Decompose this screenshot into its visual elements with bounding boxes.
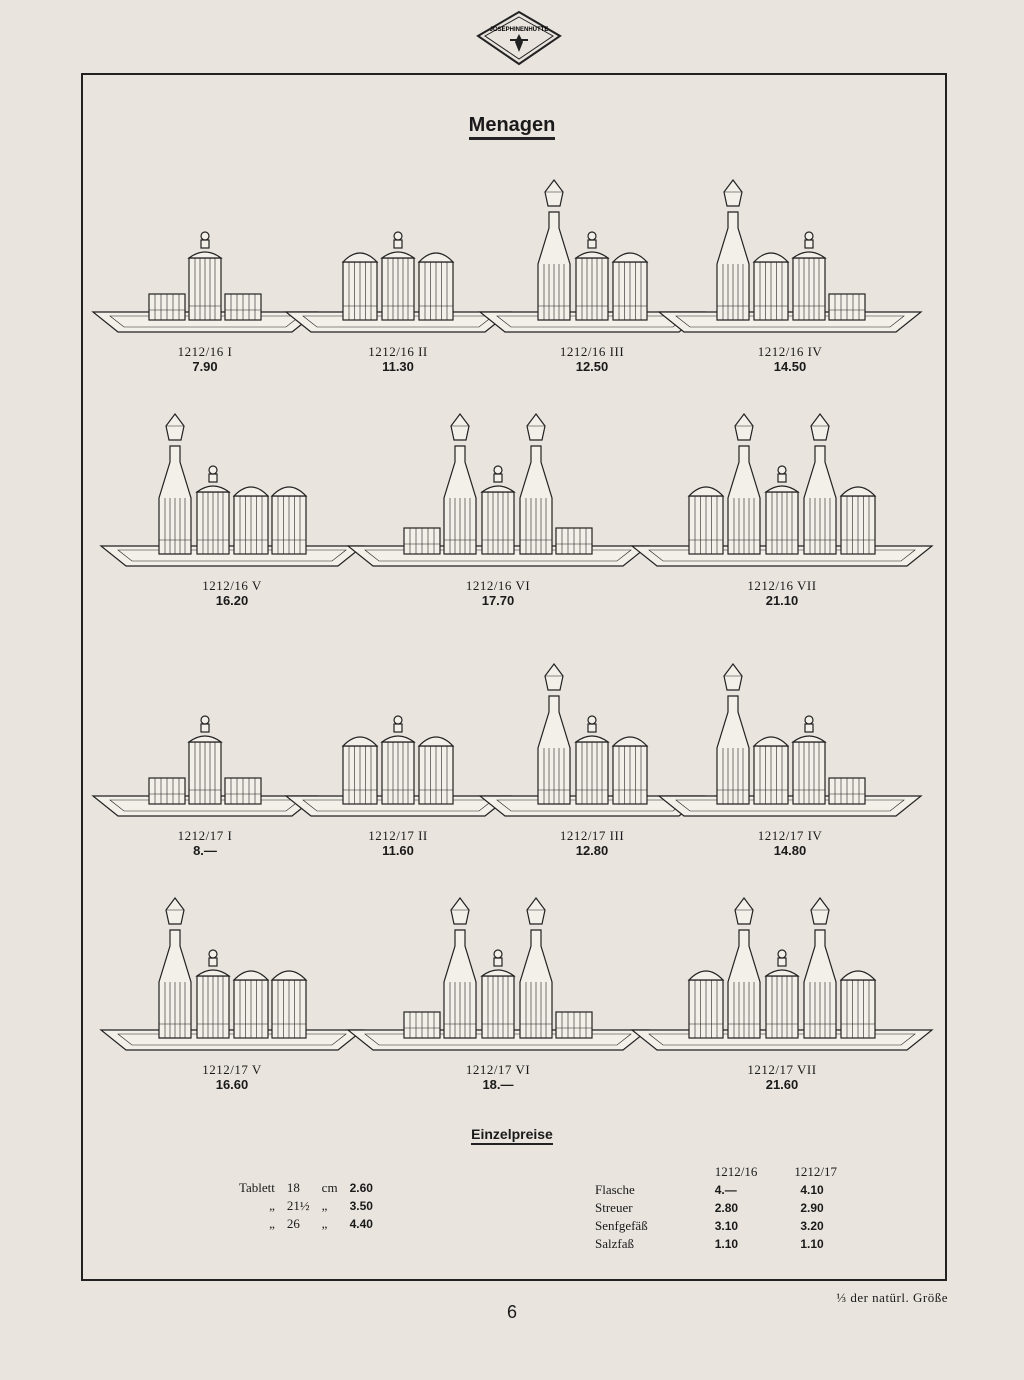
menage-item	[96, 402, 368, 608]
item-code: 1212/17 VII	[747, 1062, 817, 1077]
item-code: 1212/16 VII	[747, 578, 817, 593]
einzelpreise-heading: Einzelpreise	[0, 1126, 1024, 1142]
item-price: 12.50	[575, 359, 609, 374]
menage-item	[627, 886, 937, 1092]
item-price: 21.10	[765, 593, 799, 608]
menage-item	[654, 168, 926, 374]
table-row: Senfgefäß 3.10 3.20	[595, 1218, 824, 1233]
josephinenhuette-logo	[474, 10, 564, 66]
item-price: 14.50	[773, 359, 807, 374]
table-row: Flasche 4.— 4.10	[595, 1182, 824, 1197]
item-price: 21.60	[765, 1077, 799, 1092]
menage-item	[627, 402, 937, 608]
table-row: Streuer 2.80 2.90	[595, 1200, 824, 1215]
table-row: Tablett 18 cm 2.60	[239, 1180, 373, 1195]
item-code: 1212/17 I	[177, 828, 233, 843]
cruet-set-illustration	[96, 402, 368, 574]
item-price: 7.90	[192, 359, 218, 374]
cruet-set-illustration	[627, 402, 937, 574]
item-price: 12.80	[575, 843, 609, 858]
table-row: „ 21½ „ 3.50	[269, 1198, 373, 1213]
svg-text:JOSEPHINENHÜTTE: JOSEPHINENHÜTTE	[489, 27, 549, 33]
cruet-set-illustration	[627, 886, 937, 1058]
item-code: 1212/17 II	[368, 828, 428, 843]
item-code: 1212/17 VI	[465, 1062, 531, 1077]
item-code: 1212/16 I	[177, 344, 233, 359]
item-code: 1212/17 IV	[757, 828, 823, 843]
page-number: 6	[506, 1302, 517, 1322]
cruet-set-illustration	[654, 652, 926, 824]
item-code: 1212/16 II	[368, 344, 428, 359]
item-code: 1212/16 VI	[465, 578, 531, 593]
item-price: 16.60	[215, 1077, 249, 1092]
item-code: 1212/16 III	[559, 344, 625, 359]
item-price: 11.30	[382, 359, 414, 374]
item-price: 18.—	[482, 1077, 514, 1092]
page-title: Menagen	[0, 114, 1024, 137]
cruet-set-illustration	[343, 886, 653, 1058]
table-row: Salzfaß 1.10 1.10	[595, 1236, 824, 1251]
tablett-price-table	[232, 1178, 380, 1234]
menage-item	[343, 886, 653, 1092]
cruet-set-illustration	[654, 168, 926, 340]
cruet-set-illustration	[343, 402, 653, 574]
table-row: „ 26 „ 4.40	[269, 1216, 373, 1231]
table-header-row: 1212/16 1212/17	[714, 1164, 837, 1179]
item-code: 1212/16 V	[202, 578, 262, 593]
parts-price-table	[588, 1162, 844, 1254]
menage-item	[343, 402, 653, 608]
item-price: 17.70	[481, 593, 515, 608]
item-price: 16.20	[215, 593, 249, 608]
item-price: 14.80	[773, 843, 807, 858]
item-code: 1212/17 V	[202, 1062, 262, 1077]
item-code: 1212/17 III	[559, 828, 625, 843]
item-price: 8.—	[193, 843, 217, 858]
item-price: 11.60	[382, 843, 414, 858]
scale-note: ⅓ der natürl. Größe	[836, 1290, 948, 1305]
cruet-set-illustration	[96, 886, 368, 1058]
item-code: 1212/16 IV	[757, 344, 823, 359]
menage-item	[96, 886, 368, 1092]
menage-item	[654, 652, 926, 858]
